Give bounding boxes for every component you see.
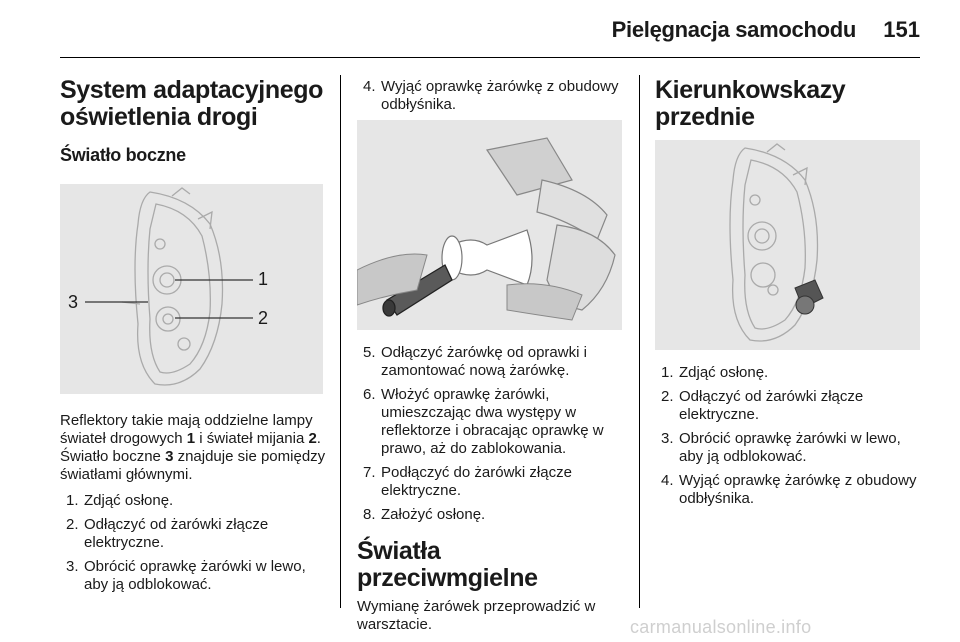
steps-list: [655, 364, 921, 508]
list-item: 8. Założyć osłonę.: [363, 506, 486, 523]
bulb-replacement-illustration: [357, 120, 622, 330]
column-right: [655, 75, 921, 514]
page-number: 151: [883, 17, 920, 42]
list-item: 4. Wyjąć oprawkę żarówkę z obudowy odbłyśnika.: [661, 472, 917, 507]
column-middle: [357, 75, 623, 634]
running-title: Pielęgnacja samochodu: [611, 17, 856, 42]
column-left: [60, 75, 326, 600]
list-item: 4. Wyjąć oprawkę żarówkę z obudowy odbłyśnika.: [363, 78, 619, 113]
list-item: 2. Odłączyć od żarówki złącze elektryczne.: [66, 516, 269, 551]
paragraph-fog-lights: Wymianę żarówek przeprowadzić w warsztacie.: [357, 598, 596, 633]
section-heading-afs: System adaptacyjnego oświetlenia drogi: [60, 76, 323, 131]
paragraph-headlamps: Reflektory takie mają oddzielne lampy świateł drogowych 1 i świateł mijania 2. Światło boczne 3 znajduje sie pomiędzy światłami głównymi.: [60, 412, 326, 483]
figure-label-1: 1: [258, 269, 269, 289]
section-heading-turn-signals: Kierunkowskazy przednie: [655, 76, 846, 131]
steps-list-top: [357, 78, 623, 114]
list-item: 7. Podłączyć do żarówki złącze elektryczne.: [363, 464, 572, 499]
figure-label-3: 3: [68, 292, 79, 312]
column-divider: [340, 75, 341, 608]
headlamp-diagram: [60, 184, 323, 394]
watermark: carmanualsonline.info: [630, 617, 812, 637]
list-item: 6. Włożyć oprawkę żarówki, umieszczając dwa występy w reflektorze i obracając oprawkę w prawo, aż do zablokowania.: [363, 386, 604, 457]
column-divider: [639, 75, 640, 608]
turn-signal-diagram: [655, 140, 920, 350]
header-rule: [60, 57, 920, 58]
list-item: 2. Odłączyć od żarówki złącze elektryczne.: [661, 388, 864, 423]
list-item: 3. Obrócić oprawkę żarówki w lewo, aby ją odblokować.: [661, 430, 901, 465]
page-header: [0, 0, 960, 62]
list-item: 3. Obrócić oprawkę żarówki w lewo, aby ją odblokować.: [66, 558, 306, 593]
list-item: 1. Zdjąć osłonę.: [661, 364, 769, 381]
list-item: 1. Zdjąć osłonę.: [66, 492, 174, 509]
figure-label-2: 2: [258, 308, 269, 328]
section-heading-fog-lights: Światła przeciwmgielne: [357, 537, 538, 592]
steps-list: [357, 344, 623, 524]
subheading-cornering-light: Światło boczne: [60, 145, 186, 165]
list-item: 5. Odłączyć żarówkę od oprawki i zamontować nową żarówkę.: [363, 344, 587, 379]
steps-list: [60, 492, 326, 594]
